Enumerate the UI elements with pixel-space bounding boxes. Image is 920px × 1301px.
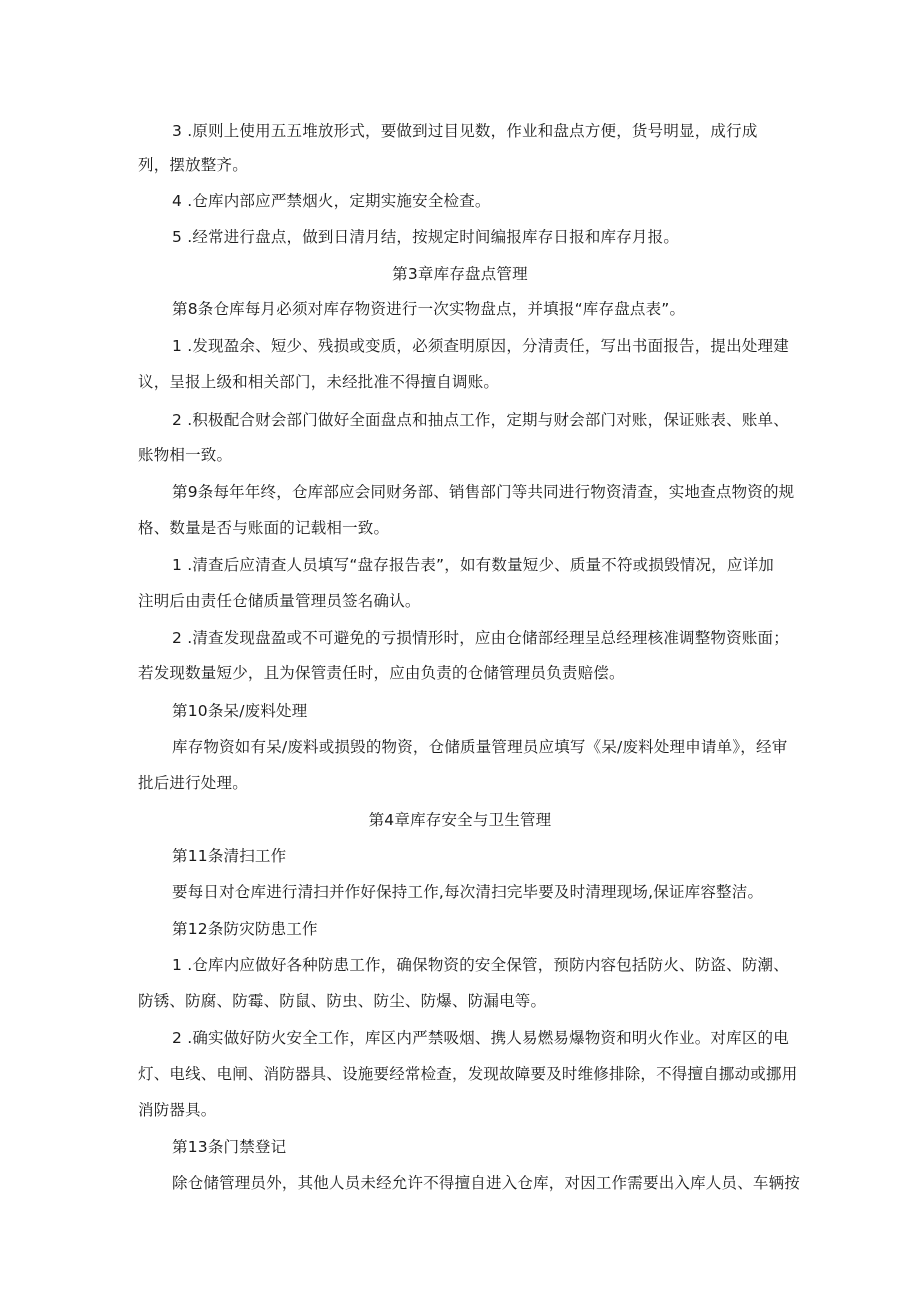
article-9-item-1-line-1: 1 .清查后应清查人员填写“盘存报告表”，如有数量短少、质量不符或损毁情况，应详加 <box>172 556 774 574</box>
para-4: 4 .仓库内部应严禁烟火，定期实施安全检查。 <box>172 192 491 210</box>
article-9-line-1: 第9条每年年终，仓库部应会同财务部、销售部门等共同进行物资清查，实地查点物资的规 <box>172 483 795 501</box>
article-13-heading: 第13条门禁登记 <box>172 1138 287 1156</box>
para-3-line-2: 列，摆放整齐。 <box>138 156 248 174</box>
article-12-item-1-line-1: 1 .仓库内应做好各种防患工作，确保物资的安全保管，预防内容包括防火、防盗、防潮、 <box>172 956 789 974</box>
article-8-item-2-line-1: 2 .积极配合财会部门做好全面盘点和抽点工作，定期与财会部门对账，保证账表、账单、 <box>172 411 789 429</box>
article-8-item-1-line-2: 议，呈报上级和相关部门，未经批准不得擅自调账。 <box>138 373 500 391</box>
article-12-item-2-line-3: 消防器具。 <box>138 1101 217 1119</box>
chapter-4-heading: 第4章库存安全与卫生管理 <box>368 811 552 829</box>
chapter-3-heading: 第3章库存盘点管理 <box>392 265 528 283</box>
article-8: 第8条仓库每月必须对库存物资进行一次实物盘点，并填报“库存盘点表”。 <box>172 300 686 318</box>
article-8-item-2-line-2: 账物相一致。 <box>138 446 233 464</box>
article-12-heading: 第12条防灾防患工作 <box>172 920 318 938</box>
article-11-heading: 第11条清扫工作 <box>172 847 287 865</box>
article-13-body-line-1: 除仓储管理员外，其他人员未经允许不得擅自进入仓库，对因工作需要出入库人员、车辆按 <box>172 1174 801 1192</box>
article-9-line-2: 格、数量是否与账面的记载相一致。 <box>138 519 390 537</box>
article-9-item-1-line-2: 注明后由责任仓储质量管理员签名确认。 <box>138 592 421 610</box>
article-9-item-2-line-2: 若发现数量短少，且为保管责任时，应由负责的仓储管理员负责赔偿。 <box>138 664 625 682</box>
article-12-item-2-line-2: 灯、电线、电闸、消防器具、设施要经常检查，发现故障要及时维修排除，不得擅自挪动或挪用 <box>138 1065 798 1083</box>
article-8-item-1-line-1: 1 .发现盈余、短少、残损或变质，必须查明原因，分清责任，写出书面报告，提出处理建 <box>172 337 789 355</box>
article-12-item-2-line-1: 2 .确实做好防火安全工作，库区内严禁吸烟、携人易燃易爆物资和明火作业。对库区的电 <box>172 1029 789 1047</box>
para-5: 5 .经常进行盘点，做到日清月结，按规定时间编报库存日报和库存月报。 <box>172 228 680 246</box>
para-3-line-1: 3 .原则上使用五五堆放形式，要做到过目见数，作业和盘点方便，货号明显，成行成 <box>172 122 758 140</box>
article-10-body-line-1: 库存物资如有呆/废料或损毁的物资，仓储质量管理员应填写《呆/废料处理申请单》，经审 <box>172 738 788 756</box>
article-9-item-2-line-1: 2 .清查发现盘盈或不可避免的亏损情形时，应由仓储部经理呈总经理核准调整物资账面； <box>172 629 789 647</box>
article-11-body: 要每日对仓库进行清扫并作好保持工作,每次清扫完毕要及时清理现场,保证库容整洁。 <box>172 883 764 901</box>
article-12-item-1-line-2: 防锈、防腐、防霉、防鼠、防虫、防尘、防爆、防漏电等。 <box>138 992 547 1010</box>
article-10-heading: 第10条呆/废料处理 <box>172 702 308 720</box>
article-10-body-line-2: 批后进行处理。 <box>138 774 248 792</box>
